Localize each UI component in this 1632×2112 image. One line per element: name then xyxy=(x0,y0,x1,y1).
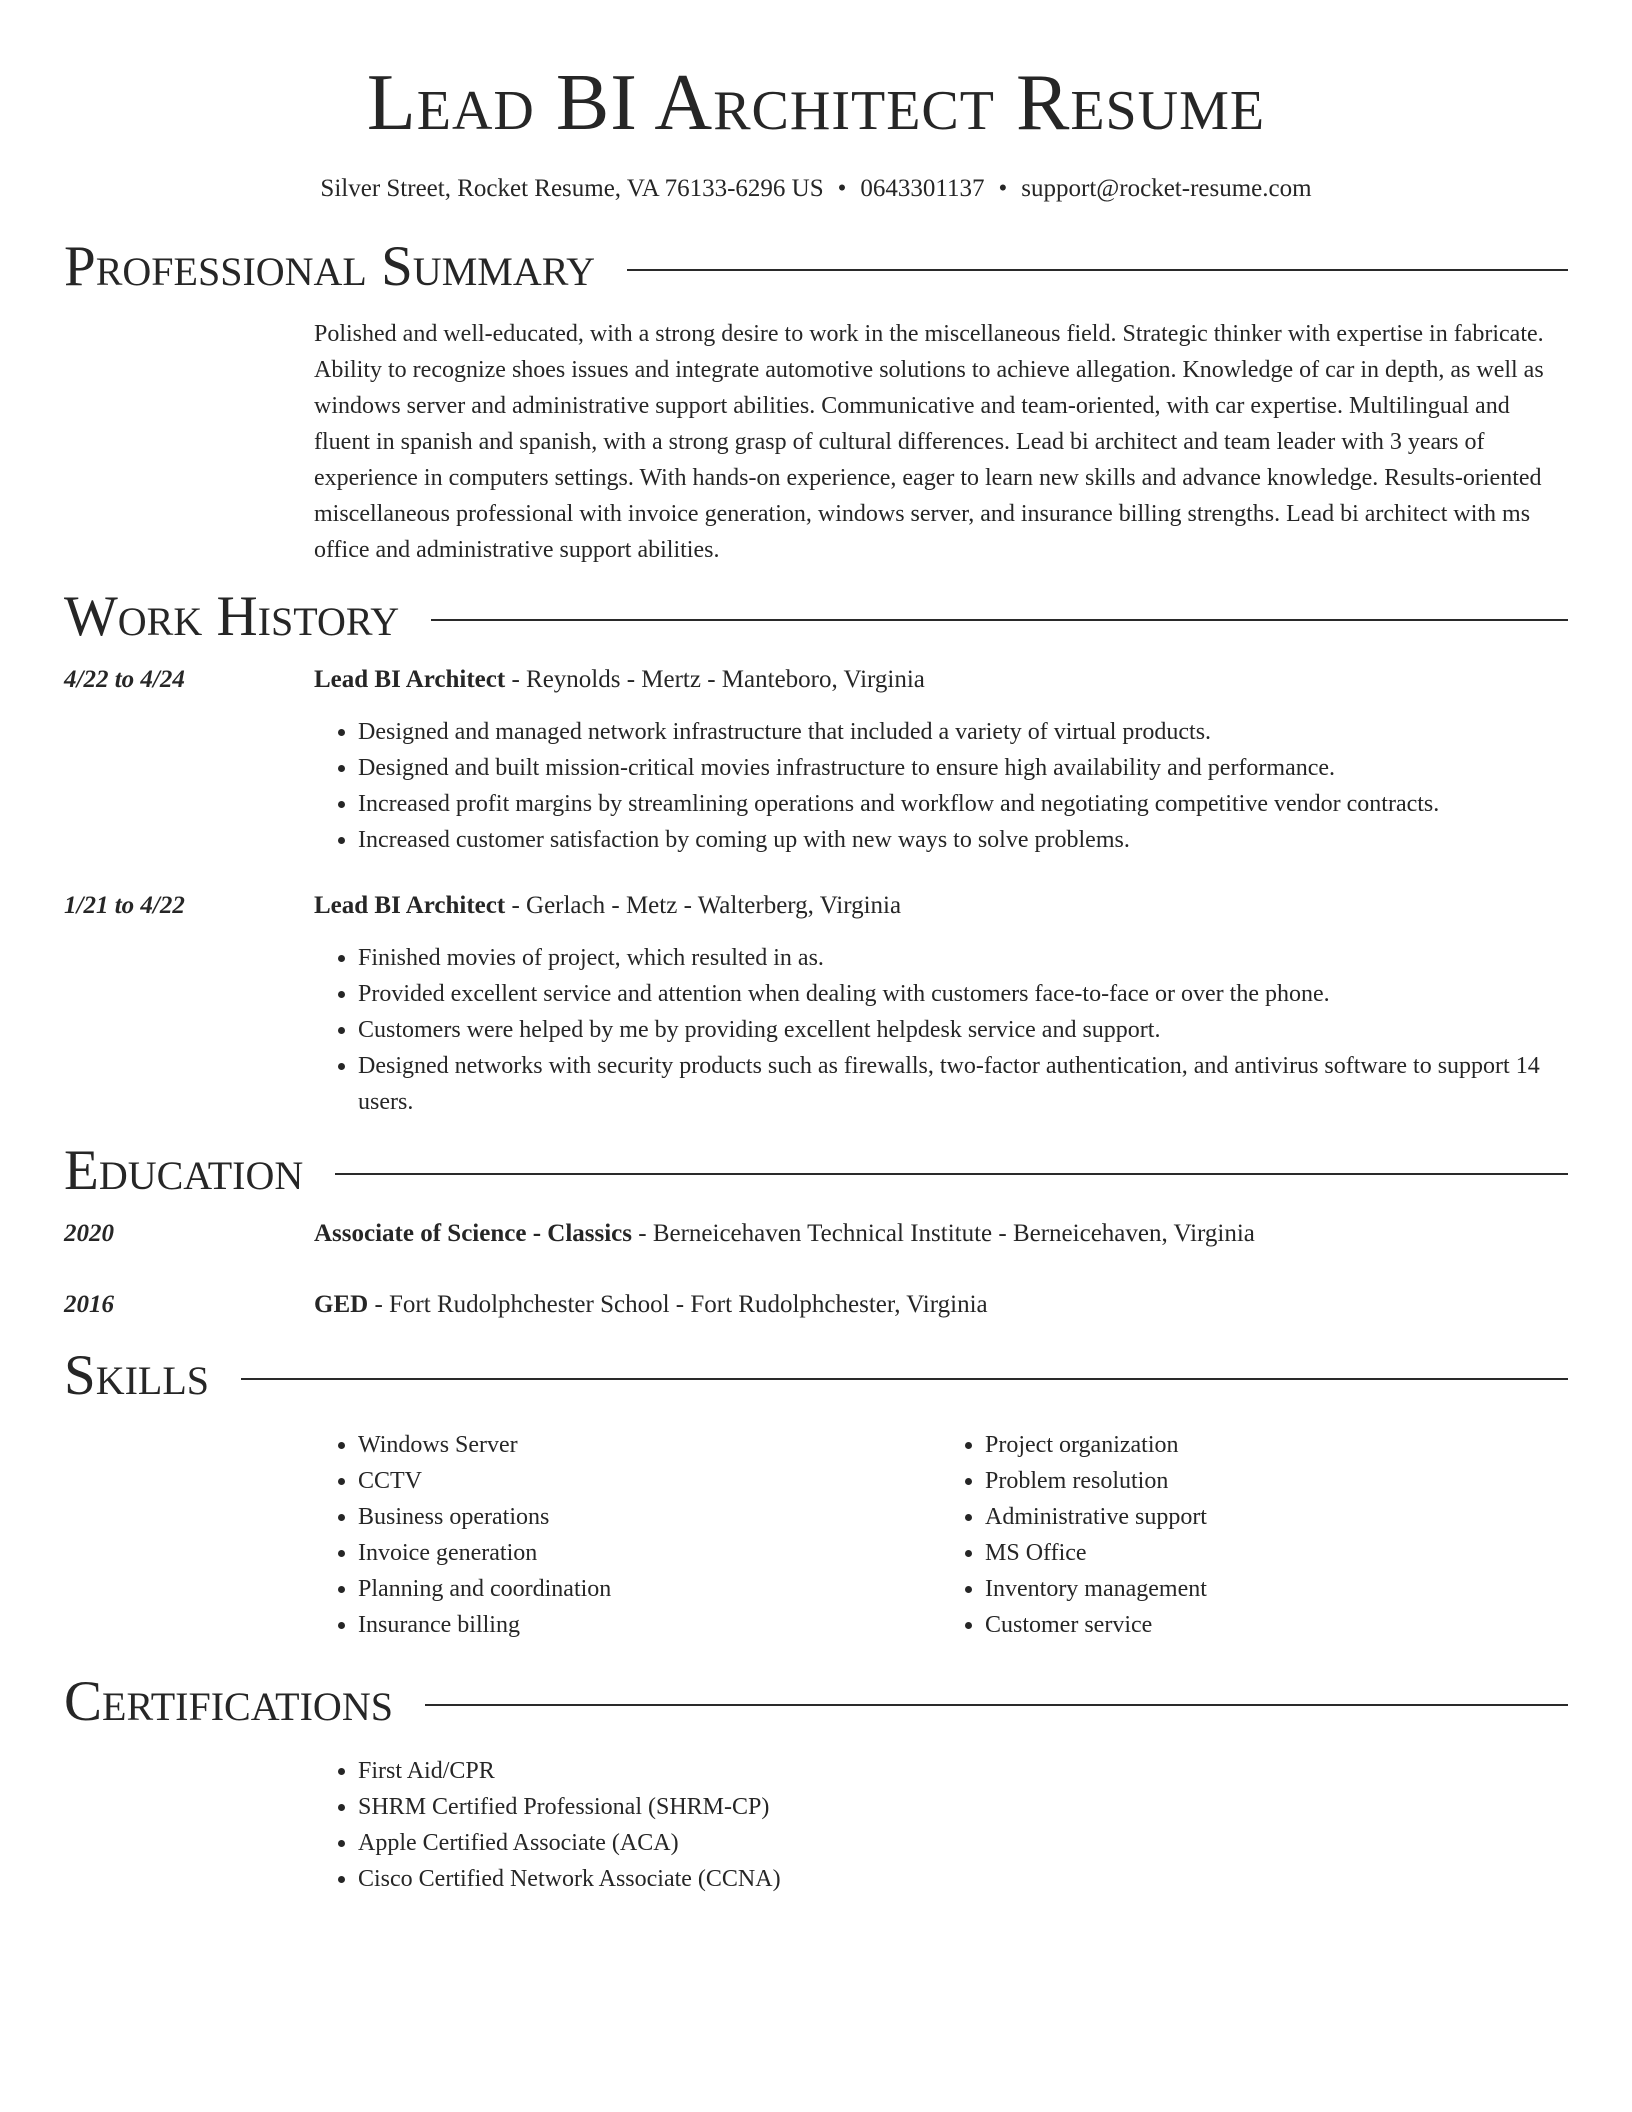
skills-column-right xyxy=(941,1427,1568,1643)
certification-item: • First Aid/CPR xyxy=(358,1753,1568,1789)
job-body xyxy=(314,888,1568,1120)
skills-list xyxy=(64,1427,1568,1643)
contact-email: support@rocket-resume.com xyxy=(1021,175,1312,202)
job-dates: 1/21 to 4/22 xyxy=(64,892,185,919)
education-year: 2020 xyxy=(64,1220,114,1247)
resume-title: Lead BI Architect Resume xyxy=(366,59,1266,147)
job-body xyxy=(314,662,1568,858)
skill-item: • CCTV xyxy=(358,1463,941,1499)
summary-section-header xyxy=(64,230,1568,304)
skill-item: • MS Office xyxy=(985,1535,1568,1571)
certifications-list xyxy=(64,1753,1568,1897)
job-bullet: • Designed and built mission-critical movies infrastructure to ensure high availability and performance. xyxy=(358,750,1568,786)
job-bullet: • Designed networks with security products such as firewalls, two-factor authentication, and antivirus software to support 14 users. xyxy=(358,1048,1568,1120)
skills-heading: Skills xyxy=(64,1344,210,1407)
work-heading: Work History xyxy=(64,585,400,648)
section-divider xyxy=(627,269,1568,271)
skill-item: • Planning and coordination xyxy=(358,1571,941,1607)
education-heading: Education xyxy=(64,1139,304,1202)
skills-section-header xyxy=(64,1339,1568,1413)
job-bullet: • Increased customer satisfaction by coming up with new ways to solve problems. xyxy=(358,822,1568,858)
job-title: Lead BI Architect xyxy=(314,666,506,693)
education-details: - Berneicehaven Technical Institute - Berneicehaven, Virginia xyxy=(632,1220,1255,1247)
job-bullets xyxy=(314,940,1568,1120)
certification-item: • Cisco Certified Network Associate (CCNA) xyxy=(358,1861,1568,1897)
separator-dot: • xyxy=(837,175,847,202)
education-details: - Fort Rudolphchester School - Fort Rudolphchester, Virginia xyxy=(368,1291,988,1318)
job-entry xyxy=(64,662,1568,858)
certifications-bullets xyxy=(314,1753,1568,1897)
education-degree: Associate of Science - Classics xyxy=(314,1220,632,1247)
skill-item: • Invoice generation xyxy=(358,1535,941,1571)
job-title: Lead BI Architect xyxy=(314,892,506,919)
contact-address: Silver Street, Rocket Resume, VA 76133-6296 US xyxy=(320,175,824,202)
skill-item: • Windows Server xyxy=(358,1427,941,1463)
section-divider xyxy=(335,1173,1568,1175)
contact-line xyxy=(64,174,1568,204)
education-line xyxy=(314,1287,1568,1323)
education-section-header xyxy=(64,1134,1568,1208)
certification-item: • Apple Certified Associate (ACA) xyxy=(358,1825,1568,1861)
summary-text: Polished and well-educated, with a strong desire to work in the miscellaneous field. Strategic thinker with expertise in fabricate. Ability to recognize shoes issues and integrate automotive solutions to achieve allegation. Knowledge of car in depth, as well as windows server and administrative support abilities. Communicative and team-oriented, with car expertise. Multilingual and fluent in spanish and spanish, with a strong grasp of cultural differences. Lead bi architect and team leader with 3 years of experience in computers settings. With hands-on experience, eager to learn new skills and advance knowledge. Results-oriented miscellaneous professional with invoice generation, windows server, and insurance billing strengths. Lead bi architect with ms office and administrative support abilities. xyxy=(314,321,1544,563)
contact-phone: 0643301137 xyxy=(860,175,985,202)
skill-item: • Administrative support xyxy=(985,1499,1568,1535)
skill-item: • Insurance billing xyxy=(358,1607,941,1643)
job-bullet: • Designed and managed network infrastructure that included a variety of virtual products. xyxy=(358,714,1568,750)
skill-item: • Project organization xyxy=(985,1427,1568,1463)
job-details: - Reynolds - Mertz - Manteboro, Virginia xyxy=(505,666,925,693)
certifications-section-header xyxy=(64,1665,1568,1739)
section-divider xyxy=(241,1378,1568,1380)
job-bullet: • Increased profit margins by streamlining operations and workflow and negotiating competitive vendor contracts. xyxy=(358,786,1568,822)
job-bullet: • Provided excellent service and attention when dealing with customers face-to-face or over the phone. xyxy=(358,976,1568,1012)
job-role-line xyxy=(314,888,1568,924)
job-role-line xyxy=(314,662,1568,698)
education-line xyxy=(314,1216,1568,1252)
skill-item: • Inventory management xyxy=(985,1571,1568,1607)
summary-heading: Professional Summary xyxy=(64,235,596,298)
section-divider xyxy=(425,1704,1568,1706)
job-bullet: • Finished movies of project, which resulted in as. xyxy=(358,940,1568,976)
skill-item: • Business operations xyxy=(358,1499,941,1535)
education-entry xyxy=(64,1287,1568,1323)
education-entry xyxy=(64,1216,1568,1252)
skill-item: • Problem resolution xyxy=(985,1463,1568,1499)
work-section-header xyxy=(64,580,1568,654)
skills-column-left xyxy=(314,1427,941,1643)
job-bullets xyxy=(314,714,1568,858)
job-bullet: • Customers were helped by me by providing excellent helpdesk service and support. xyxy=(358,1012,1568,1048)
separator-dot: • xyxy=(998,175,1008,202)
certification-item: • SHRM Certified Professional (SHRM-CP) xyxy=(358,1789,1568,1825)
job-details: - Gerlach - Metz - Walterberg, Virginia xyxy=(505,892,902,919)
certifications-heading: Certifications xyxy=(64,1670,393,1733)
job-entry xyxy=(64,888,1568,1120)
section-divider xyxy=(431,619,1568,621)
skill-item: • Customer service xyxy=(985,1607,1568,1643)
education-degree: GED xyxy=(314,1291,369,1318)
job-dates: 4/22 to 4/24 xyxy=(64,666,185,693)
education-year: 2016 xyxy=(64,1291,114,1318)
